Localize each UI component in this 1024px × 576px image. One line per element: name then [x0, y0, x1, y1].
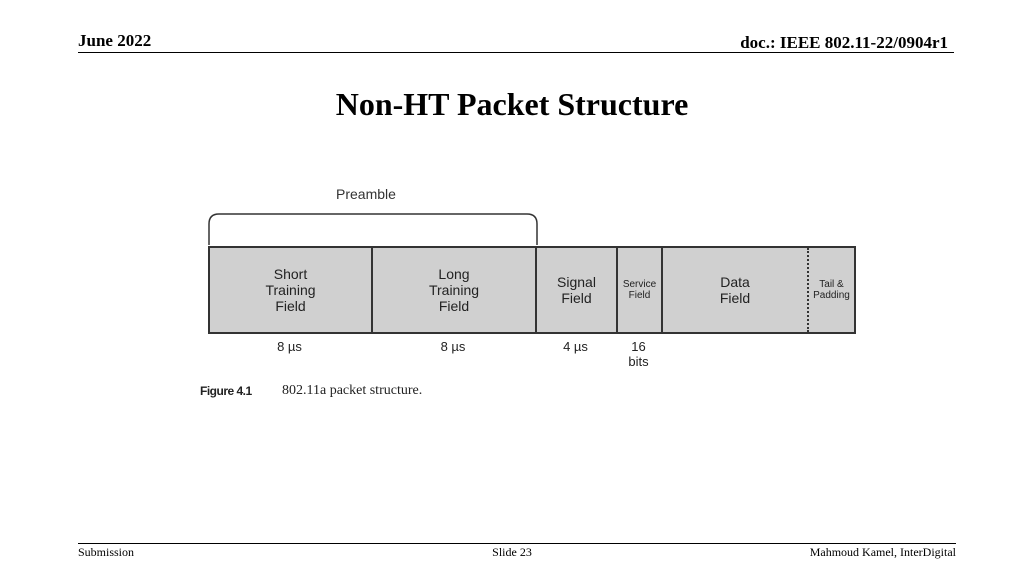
figure-caption — [200, 383, 423, 398]
preamble-label: Preamble — [336, 186, 396, 202]
duration-short-training: 8 µs — [277, 339, 302, 354]
header-doc-id: doc.: IEEE 802.11-22/0904r1 — [740, 33, 948, 52]
field-long-training: Long Training Field — [373, 248, 537, 332]
field-short-training: Short Training Field — [210, 248, 373, 332]
field-data: Data Field — [663, 248, 809, 332]
caption-number: Figure 4.1 — [200, 384, 252, 398]
slide-title: Non-HT Packet Structure — [335, 86, 689, 122]
header-date: June 2022 — [78, 31, 152, 50]
packet-structure-figure — [196, 180, 876, 410]
duration-service: 16 bits — [628, 339, 649, 369]
header-divider — [78, 52, 954, 53]
duration-signal: 4 µs — [563, 339, 588, 354]
field-service: Service Field — [618, 248, 663, 332]
footer-submission: Submission — [78, 545, 135, 559]
durations-row — [208, 340, 856, 376]
field-tail-padding: Tail & Padding — [813, 278, 850, 301]
footer-author: Mahmoud Kamel, InterDigital — [809, 545, 956, 559]
footer-divider — [78, 543, 956, 544]
preamble-brace — [208, 210, 538, 246]
footer-slide-number: Slide 23 — [492, 545, 532, 559]
duration-long-training: 8 µs — [440, 339, 466, 354]
caption-text: 802.11a packet structure. — [282, 383, 423, 398]
packet-diagram — [208, 246, 856, 334]
field-signal: Signal Field — [537, 248, 618, 332]
